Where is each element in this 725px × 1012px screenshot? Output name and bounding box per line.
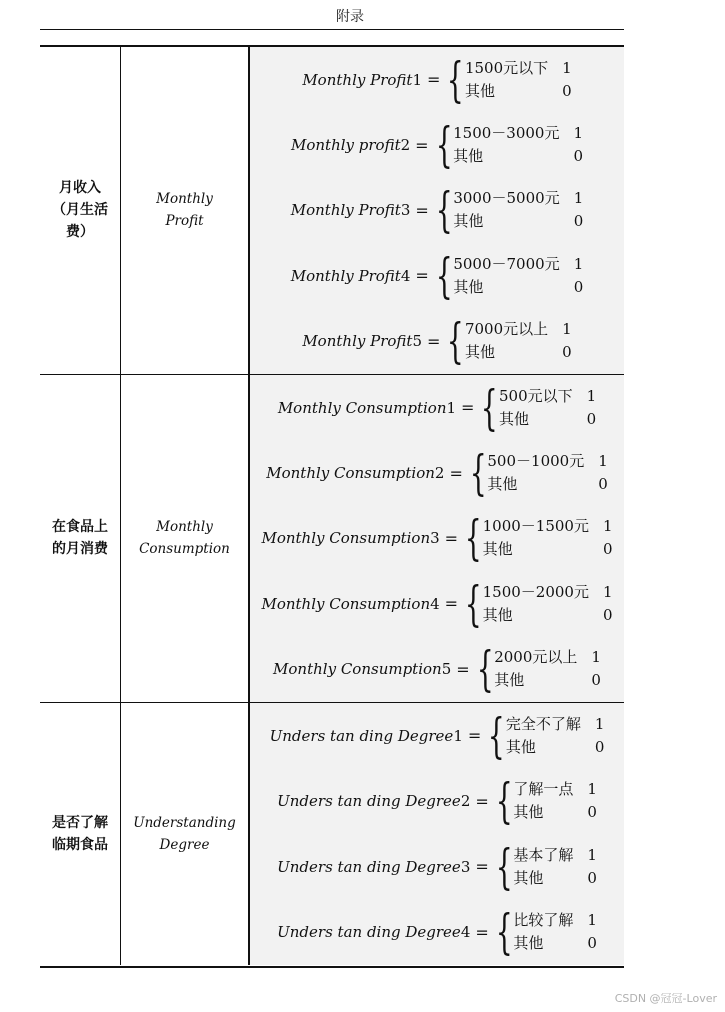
left-brace-icon: { — [435, 182, 453, 239]
case-value: 1 — [587, 780, 597, 799]
case-label: 其他 — [482, 605, 513, 624]
left-brace-icon: { — [447, 51, 465, 108]
cases-block — [487, 451, 607, 495]
left-brace-icon: { — [435, 247, 453, 304]
equation-lhs: Monthly Profit5 — [302, 332, 422, 351]
case-label: 其他 — [464, 81, 495, 100]
cases-block — [465, 319, 572, 363]
table-group-monthly-consumption — [40, 375, 624, 703]
variable-line: Monthly — [156, 519, 213, 536]
category-line: 费） — [66, 224, 94, 241]
equation-lhs: Monthly Profit3 — [290, 201, 411, 220]
cases-block — [513, 779, 597, 823]
cases-block — [513, 845, 597, 889]
equals-sign: = — [475, 791, 489, 811]
cases-block — [453, 254, 583, 298]
case-label: 1000－1500元 — [482, 517, 589, 536]
left-brace-icon: { — [469, 445, 487, 502]
case-value: 0 — [573, 277, 584, 296]
definition-equation — [250, 375, 624, 440]
cases-block — [494, 647, 601, 691]
case-value: 1 — [573, 124, 584, 143]
left-brace-icon: { — [464, 575, 482, 632]
case-value: 0 — [602, 605, 613, 624]
equals-sign: = — [415, 135, 429, 155]
case-label: 其他 — [464, 343, 495, 362]
case-value: 1 — [587, 845, 597, 864]
category-line: 临期食品 — [52, 836, 108, 853]
case-label: 其他 — [453, 147, 484, 166]
variable-line: Degree — [159, 836, 210, 853]
case-value: 1 — [586, 386, 597, 405]
case-value: 0 — [562, 81, 572, 100]
case-value: 1 — [594, 714, 605, 733]
equals-sign: = — [444, 528, 459, 548]
case-label: 完全不了解 — [505, 714, 581, 733]
left-brace-icon: { — [495, 773, 513, 830]
case-label: 500－1000元 — [487, 452, 585, 471]
case-label: 基本了解 — [513, 845, 574, 864]
case-label: 1500－3000元 — [453, 124, 560, 143]
variable-line: Understanding — [133, 814, 236, 831]
case-value: 0 — [587, 803, 597, 822]
case-value: 1 — [587, 911, 597, 930]
case-value: 0 — [586, 409, 597, 428]
left-brace-icon: { — [495, 904, 513, 961]
equation-lhs: Unders tan ding Degree4 — [277, 923, 471, 942]
left-brace-icon: { — [495, 838, 513, 895]
equation-lhs: Unders tan ding Degree1 — [269, 726, 463, 745]
definitions-cell — [250, 375, 624, 702]
left-brace-icon: { — [447, 313, 465, 370]
definition-equation — [250, 571, 624, 636]
cases-block — [483, 516, 613, 560]
definitions-cell — [250, 703, 624, 965]
equation-lhs: Unders tan ding Degree2 — [277, 792, 471, 811]
equation-lhs: Monthly Consumption2 — [266, 464, 445, 483]
definition-equation — [250, 309, 624, 374]
cases-block — [506, 714, 605, 758]
definition-equation — [250, 637, 624, 702]
definition-equation — [250, 703, 624, 769]
case-value: 0 — [602, 540, 613, 559]
case-label: 2000元以上 — [494, 648, 578, 667]
case-value: 0 — [591, 671, 601, 690]
table-group-understanding-degree — [40, 703, 624, 965]
case-label: 其他 — [453, 277, 484, 296]
equation-lhs: Monthly Profit4 — [290, 266, 411, 285]
equation-lhs: Monthly Profit1 — [302, 70, 422, 89]
equals-sign: = — [475, 857, 489, 877]
variable-cell — [121, 703, 250, 965]
case-label: 了解一点 — [513, 780, 574, 799]
table-group-monthly-profit — [40, 47, 624, 375]
left-brace-icon: { — [476, 641, 494, 698]
variable-line: Monthly — [156, 191, 213, 208]
case-label: 其他 — [505, 737, 536, 756]
variable-line: Profit — [165, 213, 204, 230]
equals-sign: = — [456, 659, 470, 679]
case-value: 1 — [602, 517, 613, 536]
variable-line: Consumption — [139, 541, 230, 558]
case-value: 1 — [562, 320, 572, 339]
category-line: 月收入 — [59, 180, 101, 197]
equals-sign: = — [475, 922, 489, 942]
category-cell — [40, 375, 121, 702]
equation-lhs: Monthly Consumption4 — [261, 594, 440, 613]
category-line: （月生活 — [52, 202, 108, 219]
definition-equation — [250, 178, 624, 243]
table-bottom-rule — [40, 966, 624, 968]
case-label: 1500元以下 — [464, 58, 549, 77]
case-label: 其他 — [482, 540, 513, 559]
cases-block — [513, 910, 597, 954]
case-label: 3000－5000元 — [453, 189, 560, 208]
case-value: 0 — [587, 934, 597, 953]
category-cell — [40, 47, 121, 374]
definition-equation — [250, 834, 624, 900]
definition-equation — [250, 47, 624, 112]
cases-block — [453, 123, 583, 167]
equals-sign: = — [426, 331, 441, 351]
case-value: 0 — [598, 475, 608, 494]
definition-equation — [250, 899, 624, 965]
case-value: 0 — [573, 147, 584, 166]
category-line: 是否了解 — [52, 814, 108, 831]
case-label: 5000－7000元 — [453, 254, 560, 273]
case-label: 其他 — [513, 868, 544, 887]
case-value: 1 — [591, 648, 601, 667]
case-label: 其他 — [494, 671, 525, 690]
case-label: 其他 — [513, 934, 544, 953]
case-label: 500元以下 — [498, 386, 573, 405]
equation-lhs: Monthly Consumption3 — [261, 529, 440, 548]
equals-sign: = — [467, 726, 482, 746]
definition-equation — [250, 112, 624, 177]
case-label: 其他 — [498, 409, 529, 428]
cases-block — [453, 188, 583, 232]
equals-sign: = — [426, 70, 441, 90]
definition-equation — [250, 440, 624, 505]
category-cell — [40, 703, 121, 965]
case-label: 其他 — [487, 475, 518, 494]
case-value: 1 — [573, 189, 584, 208]
equals-sign: = — [444, 594, 459, 614]
case-value: 1 — [562, 58, 572, 77]
left-brace-icon: { — [464, 510, 482, 567]
case-value: 1 — [573, 254, 584, 273]
case-label: 比较了解 — [513, 911, 574, 930]
definition-equation — [250, 243, 624, 308]
variable-cell — [121, 375, 250, 702]
variable-cell — [121, 47, 250, 374]
case-value: 0 — [594, 737, 605, 756]
appendix-table — [40, 47, 624, 965]
category-line: 在食品上 — [52, 519, 108, 536]
case-label: 其他 — [453, 212, 484, 231]
equation-lhs: Unders tan ding Degree3 — [277, 857, 471, 876]
case-label: 1500－2000元 — [482, 582, 589, 601]
cases-block — [499, 386, 596, 430]
case-label: 其他 — [513, 803, 544, 822]
case-value: 0 — [562, 343, 572, 362]
equals-sign: = — [461, 398, 475, 418]
left-brace-icon: { — [435, 117, 453, 174]
page-header: 附录 — [336, 9, 364, 25]
case-value: 1 — [602, 582, 613, 601]
equals-sign: = — [415, 200, 429, 220]
definitions-cell — [250, 47, 624, 374]
case-label: 7000元以上 — [464, 320, 549, 339]
header-rule — [40, 29, 624, 30]
equation-lhs: Monthly Consumption1 — [277, 398, 457, 417]
cases-block — [483, 582, 613, 626]
case-value: 0 — [573, 212, 584, 231]
equation-lhs: Monthly Consumption5 — [273, 660, 452, 679]
equation-lhs: Monthly profit2 — [290, 136, 411, 155]
definition-equation — [250, 768, 624, 834]
definition-equation — [250, 506, 624, 571]
case-value: 0 — [587, 868, 597, 887]
equals-sign: = — [415, 266, 429, 286]
case-value: 1 — [598, 452, 608, 471]
left-brace-icon: { — [488, 707, 505, 764]
category-line: 的月消费 — [52, 541, 108, 558]
watermark: CSDN @冠冠-Lover — [614, 992, 717, 1005]
cases-block — [465, 58, 572, 102]
equals-sign: = — [449, 463, 463, 483]
left-brace-icon: { — [481, 379, 499, 436]
